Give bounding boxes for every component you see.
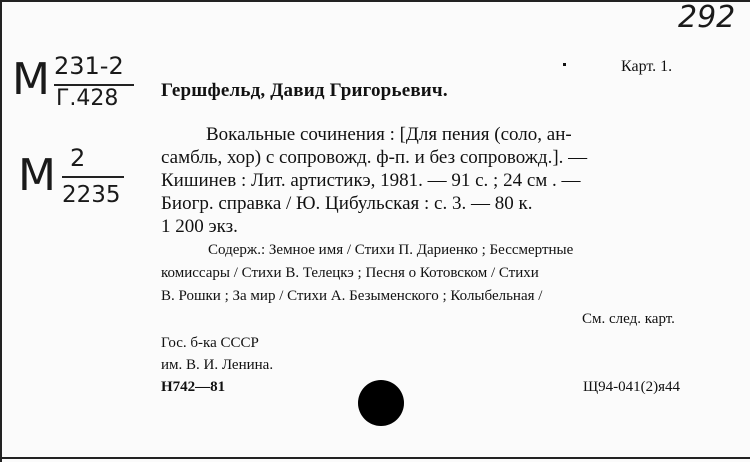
description-line: Биогр. справка / Ю. Цибульская : с. 3. — 80 к. bbox=[161, 193, 533, 214]
card-code-left: Н742—81 bbox=[161, 379, 226, 395]
shelfmark-handwritten-2 bbox=[18, 144, 158, 218]
library-name: Гос. б-ка СССР bbox=[161, 335, 259, 351]
stray-mark bbox=[563, 63, 566, 66]
description-line: Кишинев : Лит. артистикэ, 1981. — 91 с. ; 24 см . — bbox=[161, 170, 581, 191]
contents-line: В. Рошки ; За мир / Стихи А. Безыменского ; Колыбельная / bbox=[161, 288, 543, 304]
card-bottom-edge bbox=[0, 457, 750, 459]
shelfmark-handwritten-1 bbox=[12, 52, 152, 120]
shelfmark-letter: М bbox=[18, 150, 56, 201]
see-next-card: См. след. карт. bbox=[582, 311, 675, 327]
description-line: Вокальные сочинения : [Для пения (соло, ан- bbox=[206, 124, 572, 145]
shelfmark-letter: М bbox=[12, 54, 50, 105]
description-line: самбль, хор) с сопровожд. ф-п. и без сопровожд.]. — bbox=[161, 147, 588, 168]
library-name-line-2: им. В. И. Ленина. bbox=[161, 357, 274, 373]
contents-line: Содерж.: Земное имя / Стихи П. Дариенко ; Бессмертные bbox=[208, 242, 574, 258]
contents-line: комиссары / Стихи В. Телецкэ ; Песня о Котовском / Стихи bbox=[161, 265, 539, 281]
description-line: 1 200 экз. bbox=[161, 216, 238, 237]
classification-code: Щ94-041(2)я44 bbox=[583, 379, 681, 395]
shelfmark-denominator: Г.428 bbox=[56, 86, 119, 111]
author-heading: Гершфельд, Давид Григорьевич. bbox=[161, 80, 448, 101]
card-top-border bbox=[0, 0, 750, 2]
shelfmark-denominator: 2235 bbox=[62, 182, 121, 208]
shelfmark-numerator: 2 bbox=[70, 144, 86, 172]
card-number: Карт. 1. bbox=[621, 58, 673, 75]
handwritten-corner-number: 292 bbox=[678, 0, 736, 35]
shelfmark-numerator: 231-2 bbox=[54, 52, 124, 80]
card-left-border bbox=[0, 0, 2, 462]
shelfmark-fraction-rule bbox=[62, 176, 124, 178]
ink-blot bbox=[358, 380, 404, 426]
